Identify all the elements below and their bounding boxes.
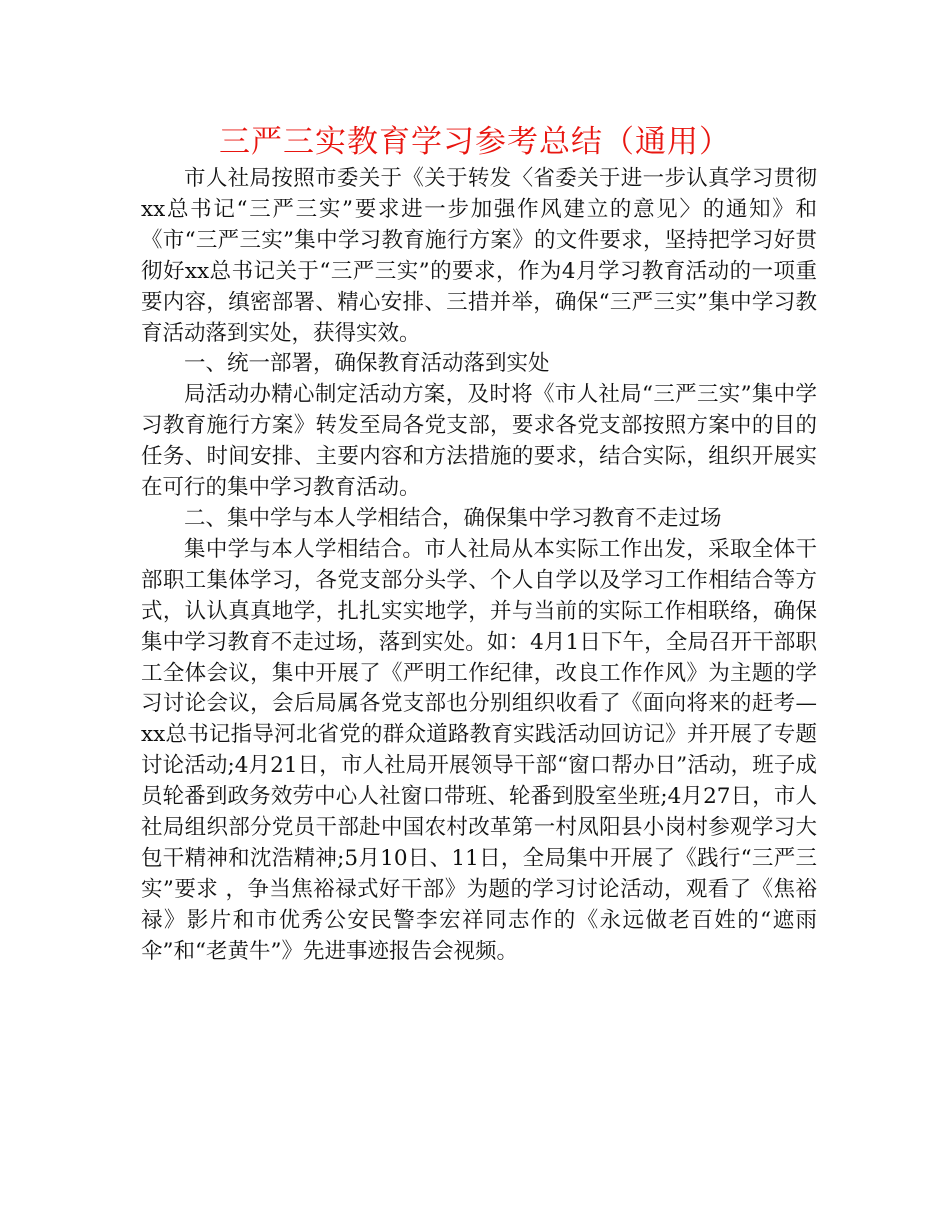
document-body	[141, 164, 817, 968]
section-heading-2: 二、集中学与本人学相结合，确保集中学习教育不走过场	[184, 505, 722, 531]
paragraph-intro: 市人社局按照市委关于《关于转发〈省委关于进一步认真学习贯彻xx总书记“三严三实”要求进一步加强作风建立的意见〉的通知》和《市“三严三实”集中学习教育施行方案》的文件要求，坚持把学习好贯彻好xx总书记关于“三严三实”的要求，作为4月学习教育活动的一项重要内容，缜密部署、精心安排、三措并举，确保“三严三实”集中学习教育活动落到实处，获得实效。	[141, 166, 817, 346]
paragraph-section-1: 局活动办精心制定活动方案，及时将《市人社局“三严三实”集中学习教育施行方案》转发至局各党支部，要求各党支部按照方案中的目的任务、时间安排、主要内容和方法措施的要求，结合实际，组织开展实在可行的集中学习教育活动。	[141, 382, 817, 501]
section-heading-1: 一、统一部署，确保教育活动落到实处	[184, 351, 550, 377]
document-title: 三严三实教育学习参考总结（通用）	[219, 124, 731, 160]
paragraph-section-2: 集中学与本人学相结合。市人社局从本实际工作出发，采取全体干部职工集体学习，各党支部分头学、个人自学以及学习工作相结合等方式，认认真真地学，扎扎实实地学，并与当前的实际工作相联络，确保集中学习教育不走过场，落到实处。如：4月1日下午，全局召开干部职工全体会议，集中开展了《严明工作纪律，改良工作作风》为主题的学习讨论会议，会后局属各党支部也分别组织收看了《面向将来的赶考—xx总书记指导河北省党的群众道路教育实践活动回访记》并开展了专题讨论活动;4月21日，市人社局开展领导干部“窗口帮办日”活动，班子成员轮番到政务效劳中心人社窗口带班、轮番到股室坐班;4月27日，市人社局组织部分党员干部赴中国农村改革第一村凤阳县小岗村参观学习大包干精神和沈浩精神;5月10日、11日，全局集中开展了《践行“三严三实”要求 ，争当焦裕禄式好干部》为题的学习讨论活动，观看了《焦裕禄》影片和市优秀公安民警李宏祥同志作的《永远做老百姓的“遮雨伞”和“老黄牛”》先进事迹报告会视频。	[141, 536, 817, 964]
